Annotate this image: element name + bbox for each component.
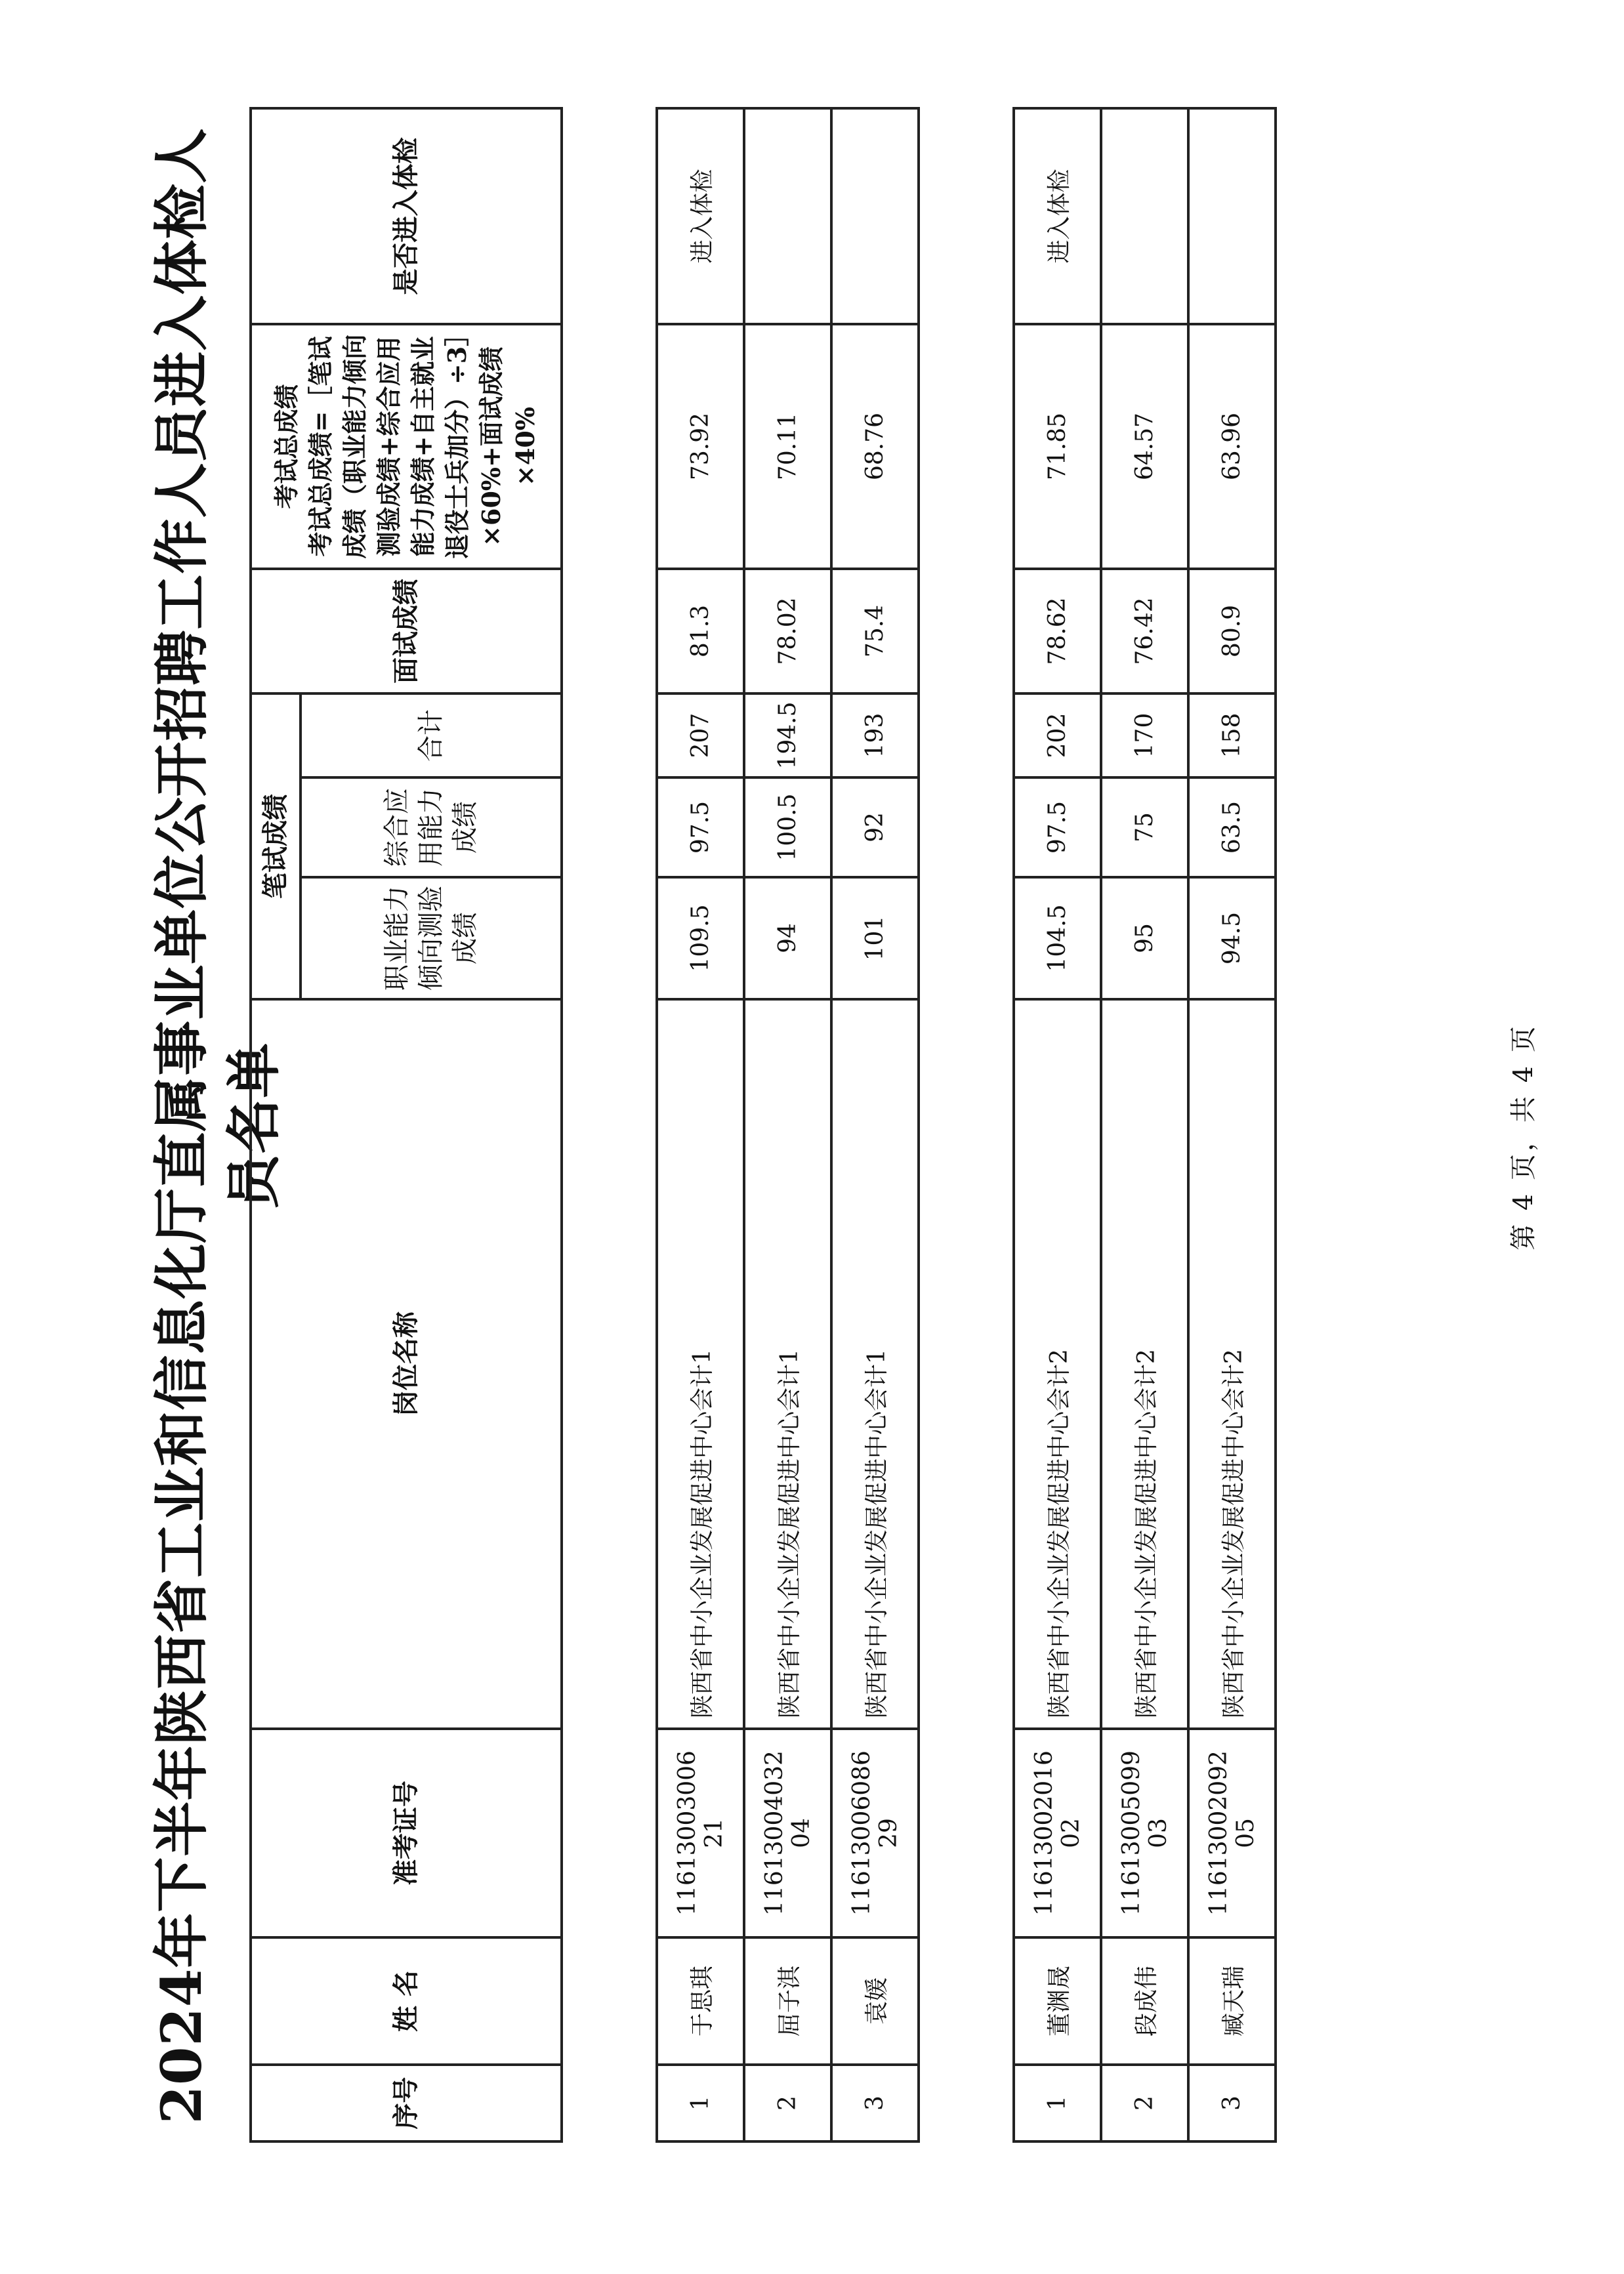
cell-sum: 170 xyxy=(1101,693,1188,777)
table-row xyxy=(1014,108,1101,2141)
cell-exam-id: 11613006086 29 xyxy=(831,1729,919,1937)
cell-post: 陕西省中小企业发展促进中心会计2 xyxy=(1101,999,1188,1729)
cell-exam-id: 11613004032 04 xyxy=(744,1729,831,1937)
header-interview: 面试成绩 xyxy=(251,569,562,693)
cell-total: 68.76 xyxy=(831,324,919,569)
cell-aptitude: 94 xyxy=(744,877,831,999)
cell-post: 陕西省中小企业发展促进中心会计1 xyxy=(744,999,831,1729)
page-footer: 第 4 页，共 4 页 xyxy=(1509,1023,1539,1251)
cell-seq: 2 xyxy=(1101,2065,1188,2141)
document-title: 2024年下半年陕西省工业和信息化厅直属事业单位公开招聘工作人员进入体检人员名单 xyxy=(149,127,286,2124)
cell-exam-id: 11613002016 02 xyxy=(1014,1729,1101,1937)
cell-exam-id: 11613002092 05 xyxy=(1188,1729,1276,1937)
cell-name: 屈子淇 xyxy=(744,1937,831,2065)
cell-physical xyxy=(1188,108,1276,324)
cell-interview: 78.62 xyxy=(1014,569,1101,693)
cell-name: 于思琪 xyxy=(657,1937,744,2065)
cell-interview: 75.4 xyxy=(831,569,919,693)
cell-total: 70.11 xyxy=(744,324,831,569)
cell-name: 段成伟 xyxy=(1101,1937,1188,2065)
cell-interview: 80.9 xyxy=(1188,569,1276,693)
cell-physical xyxy=(1101,108,1188,324)
cell-application: 97.5 xyxy=(657,777,744,877)
header-total xyxy=(251,324,562,569)
header-name: 姓 名 xyxy=(251,1937,562,2065)
cell-post: 陕西省中小企业发展促进中心会计1 xyxy=(657,999,744,1729)
cell-exam-id: 11613005099 03 xyxy=(1101,1729,1188,1937)
cell-sum: 194.5 xyxy=(744,693,831,777)
cell-sum: 158 xyxy=(1188,693,1276,777)
table-row xyxy=(744,108,831,2141)
cell-seq: 3 xyxy=(831,2065,919,2141)
header-exam-id: 准考证号 xyxy=(251,1729,562,1937)
cell-application: 75 xyxy=(1101,777,1188,877)
cell-post: 陕西省中小企业发展促进中心会计2 xyxy=(1188,999,1276,1729)
table-row xyxy=(1188,108,1276,2141)
cell-application: 92 xyxy=(831,777,919,877)
header-total-label: 考试总成绩 xyxy=(272,384,301,509)
cell-interview: 81.3 xyxy=(657,569,744,693)
cell-seq: 2 xyxy=(744,2065,831,2141)
cell-total: 71.85 xyxy=(1014,324,1101,569)
cell-aptitude: 101 xyxy=(831,877,919,999)
cell-exam-id: 11613003006 21 xyxy=(657,1729,744,1937)
cell-aptitude: 109.5 xyxy=(657,877,744,999)
cell-sum: 207 xyxy=(657,693,744,777)
cell-aptitude: 104.5 xyxy=(1014,877,1101,999)
cell-name: 臧天瑞 xyxy=(1188,1937,1276,2065)
table-row xyxy=(1101,108,1188,2141)
table-row xyxy=(657,108,744,2141)
header-seq: 序号 xyxy=(251,2065,562,2141)
cell-physical xyxy=(744,108,831,324)
cell-interview: 78.02 xyxy=(744,569,831,693)
cell-physical xyxy=(831,108,919,324)
header-sum: 合计 xyxy=(301,693,562,777)
table-header xyxy=(249,107,563,2143)
cell-aptitude: 94.5 xyxy=(1188,877,1276,999)
header-aptitude: 职业能力倾向测验成绩 xyxy=(301,877,562,999)
cell-physical: 进入体检 xyxy=(1014,108,1101,324)
cell-aptitude: 95 xyxy=(1101,877,1188,999)
group-1-table xyxy=(656,107,920,2143)
header-total-formula: 考试总成绩=［笔试成绩（职业能力倾向测验成绩+综合应用能力成绩+自主就业退役士兵加分）÷3］×60%+面试成绩×40% xyxy=(306,333,540,560)
cell-total: 63.96 xyxy=(1188,324,1276,569)
header-application: 综合应用能力成绩 xyxy=(301,777,562,877)
cell-seq: 1 xyxy=(1014,2065,1101,2141)
cell-post: 陕西省中小企业发展促进中心会计2 xyxy=(1014,999,1101,1729)
header-physical: 是否进入体检 xyxy=(251,108,562,324)
cell-name: 董渊晟 xyxy=(1014,1937,1101,2065)
cell-post: 陕西省中小企业发展促进中心会计1 xyxy=(831,999,919,1729)
table-row xyxy=(831,108,919,2141)
cell-total: 64.57 xyxy=(1101,324,1188,569)
cell-seq: 3 xyxy=(1188,2065,1276,2141)
cell-physical: 进入体检 xyxy=(657,108,744,324)
cell-name: 袁媛 xyxy=(831,1937,919,2065)
cell-seq: 1 xyxy=(657,2065,744,2141)
cell-application: 97.5 xyxy=(1014,777,1101,877)
group-2-table xyxy=(1012,107,1277,2143)
cell-sum: 202 xyxy=(1014,693,1101,777)
header-post: 岗位名称 xyxy=(251,999,562,1729)
cell-total: 73.92 xyxy=(657,324,744,569)
cell-application: 63.5 xyxy=(1188,777,1276,877)
cell-application: 100.5 xyxy=(744,777,831,877)
cell-interview: 76.42 xyxy=(1101,569,1188,693)
header-written: 笔试成绩 xyxy=(251,693,301,999)
cell-sum: 193 xyxy=(831,693,919,777)
